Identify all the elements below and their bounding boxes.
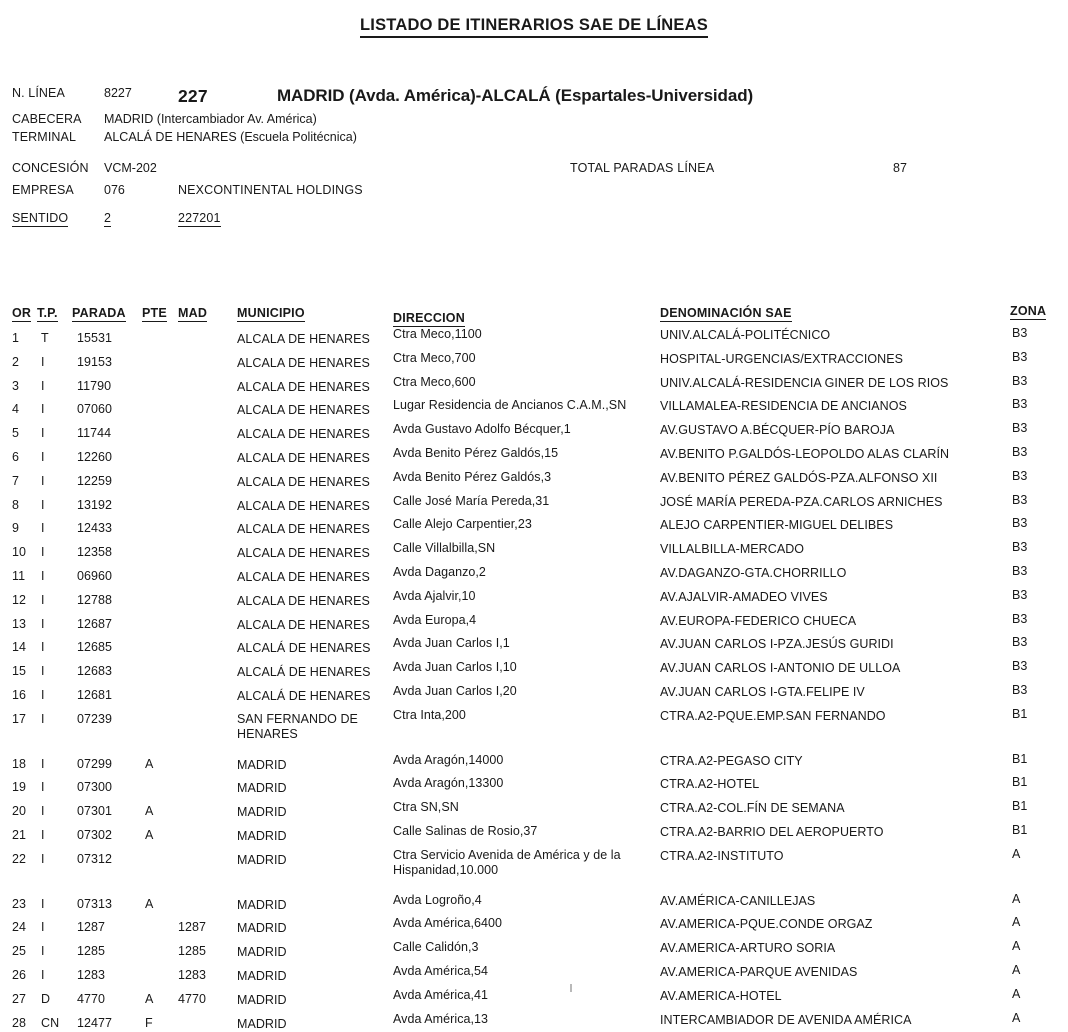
cell-denominacion: AV.AJALVIR-AMADEO VIVES (660, 589, 828, 604)
cell-municipio: SAN FERNANDO DE HENARES (237, 711, 358, 742)
cell-municipio: ALCALA DE HENARES (237, 546, 370, 561)
cell-direccion: Ctra Meco,1100 (393, 327, 482, 341)
cell-municipio: ALCALÁ DE HENARES (237, 689, 371, 703)
cell-municipio: ALCALA DE HENARES (237, 474, 370, 489)
cell-parada: 13192 (77, 497, 113, 512)
cell-parada: 07312 (77, 851, 113, 866)
cell-denominacion: CTRA.A2-BARRIO DEL AEROPUERTO (660, 825, 884, 839)
cell-parada: 19153 (77, 354, 113, 369)
cell-pte: A (145, 756, 154, 771)
column-header-denominacion: DENOMINACIÓN SAE (660, 306, 792, 320)
cell-denominacion: UNIV.ALCALÁ-POLITÉCNICO (660, 328, 831, 342)
cell-mad: 1287 (177, 920, 206, 935)
cell-or: 17 (12, 711, 27, 726)
cell-parada: 1283 (77, 968, 106, 982)
cell-or: 13 (12, 616, 27, 631)
cell-direccion: Avda Juan Carlos I,10 (393, 660, 517, 675)
cell-zona: A (1012, 939, 1021, 954)
cell-parada: 4770 (77, 991, 106, 1006)
cell-direccion: Ctra Meco,700 (393, 350, 476, 365)
cell-denominacion: AV.DAGANZO-GTA.CHORRILLO (660, 566, 847, 580)
column-header-or: OR (12, 306, 32, 320)
cell-or: 8 (12, 497, 20, 512)
cell-tp: I (41, 968, 45, 982)
cell-tp: I (41, 804, 45, 819)
cell-parada: 12260 (77, 450, 113, 464)
cell-zona: B1 (1012, 751, 1028, 766)
cell-pte: A (145, 804, 154, 819)
cell-tp: I (41, 450, 45, 464)
cell-tp: CN (41, 1015, 60, 1030)
cell-zona: B1 (1012, 775, 1028, 790)
cell-direccion: Calle Villalbilla,SN (393, 541, 496, 556)
cell-pte: A (145, 828, 154, 842)
cell-parada: 07239 (77, 711, 113, 726)
cell-tp: I (41, 640, 45, 655)
cell-direccion: Avda Juan Carlos I,20 (393, 684, 517, 698)
cell-zona: B3 (1012, 611, 1028, 626)
cell-mad: 1283 (177, 968, 206, 982)
cell-direccion: Ctra Meco,600 (393, 374, 476, 389)
cell-municipio: ALCALA DE HENARES (237, 379, 370, 394)
scan-artifact (570, 984, 572, 992)
cell-zona: B3 (1012, 540, 1028, 555)
cell-tp: I (41, 780, 45, 795)
column-header-zona: ZONA (1010, 304, 1047, 318)
cell-pte: A (145, 991, 154, 1006)
cell-parada: 07299 (77, 756, 113, 771)
cell-zona: A (1012, 986, 1021, 1001)
cell-direccion: Avda Logroño,4 (393, 892, 482, 907)
column-header-pte: PTE (142, 306, 167, 320)
cell-tp: I (41, 378, 45, 393)
cell-or: 19 (12, 780, 27, 795)
cell-direccion: Calle José María Pereda,31 (393, 493, 550, 508)
cell-municipio: MADRID (237, 829, 287, 843)
sentido-value: 2 (104, 211, 111, 225)
cell-parada: 12259 (77, 473, 113, 488)
cell-municipio: ALCALA DE HENARES (237, 403, 370, 418)
cell-denominacion: AV.AMERICA-HOTEL (660, 988, 782, 1003)
cell-direccion: Avda Aragón,13300 (393, 776, 504, 791)
cell-denominacion: CTRA.A2-PEGASO CITY (660, 753, 803, 768)
cell-denominacion: VILLALBILLA-MERCADO (660, 542, 805, 557)
total-stops-value: 87 (893, 161, 907, 175)
line-internal-code: 8227 (104, 86, 132, 100)
cell-zona: B3 (1012, 587, 1028, 602)
cell-tp: I (41, 473, 45, 488)
cell-denominacion: AV.BENITO P.GALDÓS-LEOPOLDO ALAS CLARÍN (660, 447, 950, 461)
cell-zona: A (1012, 1010, 1021, 1025)
cell-or: 18 (12, 756, 27, 771)
cell-pte: F (145, 1015, 153, 1030)
cell-municipio: ALCALÁ DE HENARES (237, 641, 371, 656)
cell-or: 22 (12, 851, 27, 866)
cell-municipio: ALCALA DE HENARES (237, 570, 370, 584)
cell-or: 4 (12, 402, 20, 417)
cell-denominacion: ALEJO CARPENTIER-MIGUEL DELIBES (660, 518, 894, 533)
sentido-code: 227201 (178, 211, 221, 225)
cell-municipio: MADRID (237, 897, 287, 912)
table-header-row (0, 306, 1068, 326)
cell-municipio: ALCALA DE HENARES (237, 617, 370, 632)
empresa-code: 076 (104, 183, 125, 197)
cell-pte: A (145, 896, 154, 911)
cell-municipio: ALCALA DE HENARES (237, 522, 370, 537)
cell-denominacion: AV.AMERICA-PARQUE AVENIDAS (660, 965, 858, 979)
cell-tp: T (41, 331, 49, 345)
cell-zona: B3 (1012, 659, 1028, 674)
empresa-label: EMPRESA (12, 183, 74, 197)
column-header-mad: MAD (178, 306, 208, 320)
cell-denominacion: UNIV.ALCALÁ-RESIDENCIA GINER DE LOS RIOS (660, 375, 949, 390)
cell-or: 16 (12, 688, 27, 702)
cell-denominacion: AV.BENITO PÉREZ GALDÓS-PZA.ALFONSO XII (660, 470, 938, 485)
cell-parada: 07060 (77, 402, 113, 417)
cell-municipio: MADRID (237, 969, 287, 983)
cell-or: 20 (12, 804, 27, 819)
cell-denominacion: AV.JUAN CARLOS I-PZA.JESÚS GURIDI (660, 637, 894, 652)
cell-or: 24 (12, 920, 27, 935)
cell-parada: 1285 (77, 944, 106, 959)
cell-direccion: Lugar Residencia de Ancianos C.A.M.,SN (393, 398, 627, 413)
line-number-value: 227 (178, 86, 208, 106)
page-title-text: LISTADO DE ITINERARIOS SAE DE LÍNEAS (360, 16, 708, 38)
total-stops-label: TOTAL PARADAS LÍNEA (570, 161, 715, 175)
cell-parada: 12788 (77, 592, 113, 607)
cell-zona: B3 (1012, 421, 1028, 436)
cell-zona: B3 (1012, 373, 1028, 388)
cell-or: 6 (12, 450, 20, 464)
cell-municipio: MADRID (237, 945, 287, 960)
cell-parada: 12477 (77, 1015, 113, 1030)
line-number-label: N. LÍNEA (12, 86, 65, 100)
cell-tp: I (41, 521, 45, 536)
cell-municipio: MADRID (237, 805, 287, 820)
cell-tp: D (41, 991, 51, 1006)
cell-denominacion: INTERCAMBIADOR DE AVENIDA AMÉRICA (660, 1012, 912, 1027)
cell-municipio: MADRID (237, 757, 287, 772)
cell-parada: 15531 (77, 331, 113, 345)
cell-direccion: Avda Gustavo Adolfo Bécquer,1 (393, 422, 571, 437)
cell-direccion: Ctra SN,SN (393, 800, 459, 815)
cell-municipio: ALCALA DE HENARES (237, 332, 370, 346)
page-title (0, 16, 1068, 35)
cell-municipio: MADRID (237, 781, 287, 796)
cell-municipio: MADRID (237, 1016, 287, 1031)
cell-or: 26 (12, 968, 27, 982)
cell-municipio: ALCALA DE HENARES (237, 427, 370, 442)
cell-zona: B1 (1012, 799, 1028, 814)
cell-zona: B3 (1012, 445, 1028, 459)
column-header-direccion: DIRECCION (393, 311, 465, 325)
cell-tp: I (41, 569, 45, 583)
cell-municipio: ALCALA DE HENARES (237, 498, 370, 513)
cell-denominacion: AV.AMERICA-PQUE.CONDE ORGAZ (660, 917, 873, 932)
cell-denominacion: CTRA.A2-HOTEL (660, 777, 760, 792)
cell-tp: I (41, 616, 45, 631)
cell-tp: I (41, 426, 45, 441)
concesion-label: CONCESIÓN (12, 161, 89, 175)
cell-zona: B1 (1012, 706, 1028, 721)
cell-denominacion: AV.AMERICA-ARTURO SORIA (660, 941, 836, 956)
cell-mad: 1285 (177, 944, 206, 959)
terminal-value: ALCALÁ DE HENARES (Escuela Politécnica) (104, 130, 357, 144)
cell-or: 14 (12, 640, 27, 655)
cell-tp: I (41, 756, 45, 771)
cell-zona: A (1012, 846, 1021, 861)
cell-parada: 12683 (77, 664, 113, 679)
cell-tp: I (41, 354, 45, 369)
cell-zona: A (1012, 915, 1021, 930)
cell-denominacion: AV.EUROPA-FEDERICO CHUECA (660, 613, 857, 628)
empresa-name: NEXCONTINENTAL HOLDINGS (178, 183, 363, 197)
cell-direccion: Ctra Inta,200 (393, 707, 466, 722)
cell-or: 1 (12, 331, 20, 345)
cell-zona: A (1012, 891, 1021, 906)
cell-municipio: ALCALA DE HENARES (237, 355, 370, 370)
cell-direccion: Calle Calidón,3 (393, 940, 479, 955)
cell-direccion: Calle Alejo Carpentier,23 (393, 517, 532, 532)
cell-tp: I (41, 920, 45, 935)
cell-parada: 12687 (77, 616, 113, 631)
cell-municipio: MADRID (237, 921, 287, 936)
concesion-value: VCM-202 (104, 161, 157, 175)
cell-tp: I (41, 688, 45, 702)
cell-zona: B3 (1012, 683, 1028, 697)
cell-or: 28 (12, 1015, 27, 1030)
cell-or: 21 (12, 828, 27, 842)
cell-zona: B3 (1012, 635, 1028, 650)
cell-direccion: Avda Ajalvir,10 (393, 588, 476, 603)
sentido-label: SENTIDO (12, 211, 69, 225)
cell-parada: 1287 (77, 920, 106, 935)
cell-parada: 07300 (77, 780, 113, 795)
cell-parada: 07313 (77, 896, 113, 911)
cell-zona: B3 (1012, 516, 1028, 531)
cell-denominacion: CTRA.A2-PQUE.EMP.SAN FERNANDO (660, 708, 886, 723)
cell-tp: I (41, 497, 45, 512)
cell-municipio: ALCALA DE HENARES (237, 451, 370, 465)
cell-or: 15 (12, 664, 27, 679)
cell-tp: I (41, 545, 45, 560)
column-header-parada: PARADA (72, 306, 126, 320)
cell-tp: I (41, 828, 45, 842)
cell-or: 23 (12, 896, 27, 911)
cabecera-label: CABECERA (12, 112, 82, 126)
cell-direccion: Avda América,6400 (393, 916, 503, 931)
line-info-header (0, 78, 1068, 238)
line-route-title: MADRID (Avda. América)-ALCALÁ (Espartales-Universidad) (277, 86, 754, 105)
cell-parada: 07301 (77, 804, 113, 819)
cell-denominacion: CTRA.A2-INSTITUTO (660, 848, 784, 863)
cell-denominacion: HOSPITAL-URGENCIAS/EXTRACCIONES (660, 351, 904, 366)
cell-tp: I (41, 896, 45, 911)
cell-tp: I (41, 592, 45, 607)
cell-zona: B3 (1012, 349, 1028, 364)
cell-denominacion: AV.JUAN CARLOS I-ANTONIO DE ULLOA (660, 661, 901, 676)
cell-or: 25 (12, 944, 27, 959)
cell-direccion: Avda Aragón,14000 (393, 752, 504, 767)
cell-direccion: Ctra Servicio Avenida de América y de la Hispanidad,10.000 (393, 847, 621, 878)
cell-zona: B3 (1012, 468, 1028, 483)
column-header-tp: T.P. (37, 306, 58, 320)
cell-or: 2 (12, 354, 20, 369)
cell-zona: B3 (1012, 492, 1028, 507)
cell-zona: B3 (1012, 564, 1028, 578)
cell-tp: I (41, 664, 45, 679)
cell-or: 12 (12, 592, 27, 607)
cabecera-value: MADRID (Intercambiador Av. América) (104, 112, 317, 126)
cell-parada: 11744 (77, 426, 112, 441)
cell-parada: 12685 (77, 640, 113, 655)
cell-municipio: MADRID (237, 992, 287, 1007)
cell-tp: I (41, 402, 45, 417)
cell-parada: 11790 (77, 378, 112, 393)
cell-parada: 12681 (77, 688, 113, 702)
cell-zona: B3 (1012, 326, 1028, 340)
cell-direccion: Calle Salinas de Rosio,37 (393, 824, 538, 838)
cell-direccion: Avda Benito Pérez Galdós,3 (393, 469, 552, 484)
cell-tp: I (41, 944, 45, 959)
cell-municipio: ALCALÁ DE HENARES (237, 665, 371, 680)
cell-direccion: Avda América,41 (393, 987, 489, 1002)
cell-or: 7 (12, 473, 20, 488)
cell-or: 27 (12, 991, 27, 1006)
cell-tp: I (41, 711, 45, 726)
cell-municipio: MADRID (237, 852, 287, 867)
cell-denominacion: VILLAMALEA-RESIDENCIA DE ANCIANOS (660, 399, 907, 414)
cell-denominacion: AV.AMÉRICA-CANILLEJAS (660, 893, 816, 908)
cell-parada: 07302 (77, 828, 113, 842)
cell-municipio: ALCALA DE HENARES (237, 593, 370, 608)
cell-denominacion: AV.JUAN CARLOS I-GTA.FELIPE IV (660, 685, 865, 699)
cell-direccion: Avda Europa,4 (393, 612, 477, 627)
cell-zona: B1 (1012, 823, 1028, 837)
cell-direccion: Avda América,54 (393, 964, 489, 978)
cell-parada: 06960 (77, 569, 113, 583)
cell-parada: 12358 (77, 545, 113, 560)
cell-mad: 4770 (177, 991, 206, 1006)
cell-denominacion: JOSÉ MARÍA PEREDA-PZA.CARLOS ARNICHES (660, 494, 943, 509)
cell-or: 9 (12, 521, 20, 536)
cell-or: 5 (12, 426, 20, 441)
cell-or: 3 (12, 378, 20, 393)
cell-zona: B3 (1012, 397, 1028, 412)
cell-or: 11 (12, 569, 26, 583)
column-header-municipio: MUNICIPIO (237, 306, 305, 320)
cell-direccion: Avda Daganzo,2 (393, 565, 486, 579)
cell-direccion: Avda América,13 (393, 1011, 489, 1026)
cell-tp: I (41, 851, 45, 866)
terminal-label: TERMINAL (12, 130, 77, 144)
cell-direccion: Avda Juan Carlos I,1 (393, 636, 510, 651)
cell-denominacion: AV.GUSTAVO A.BÉCQUER-PÍO BAROJA (660, 423, 895, 438)
cell-or: 10 (12, 545, 27, 560)
cell-direccion: Avda Benito Pérez Galdós,15 (393, 446, 559, 460)
cell-denominacion: CTRA.A2-COL.FÍN DE SEMANA (660, 801, 845, 816)
cell-zona: A (1012, 963, 1021, 977)
cell-parada: 12433 (77, 521, 113, 536)
